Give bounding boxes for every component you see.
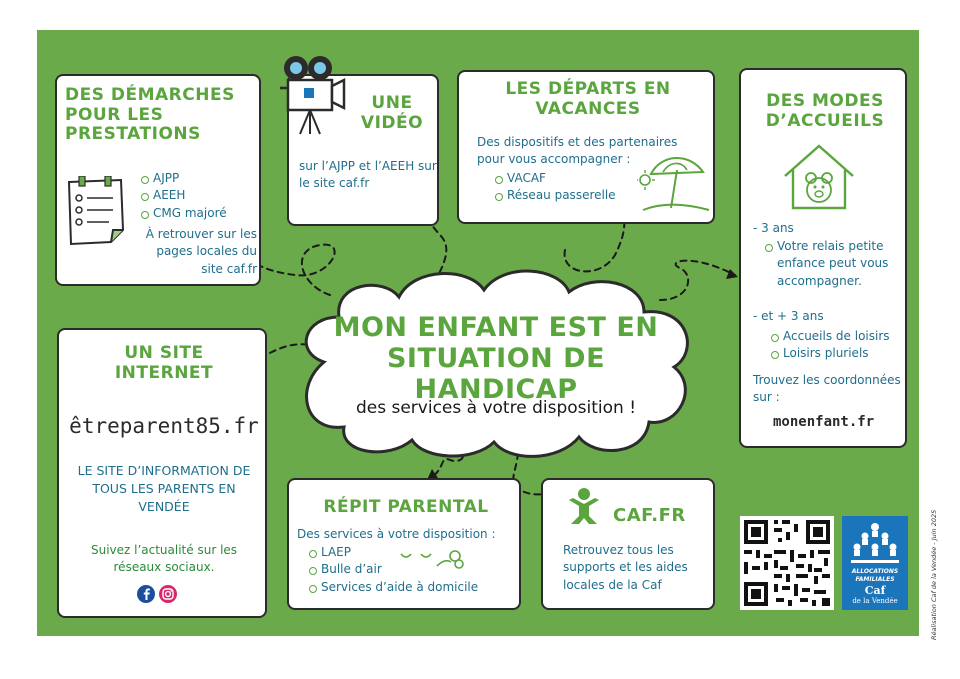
- demarches-note: À retrouver sur les pages locales du site caf.fr: [145, 227, 257, 276]
- family-logo-icon: [851, 522, 899, 566]
- caf-text: Retrouvez tous les supports et les aides locales de la Caf: [563, 543, 688, 592]
- caf-title: CAF.FR: [613, 505, 686, 526]
- accueils-group2-label: - et + 3 ans: [753, 309, 824, 323]
- relax-face-icon: [397, 544, 467, 574]
- accueils-find-text: Trouvez les coordonnées sur :: [753, 373, 901, 405]
- site-title: UN SITE INTERNET: [114, 343, 214, 383]
- vacances-list: [493, 170, 633, 205]
- checklist-icon: [65, 176, 131, 250]
- vacances-text: Des dispositifs et des partenaires pour vous accompagner :: [477, 135, 678, 167]
- list-item: Loisirs pluriels: [769, 345, 905, 362]
- list-item: Votre relais petite enfance peut vous accompagner.: [763, 238, 903, 290]
- site-social-text: Suivez l’actualité sur les réseaux sociaux.: [90, 543, 238, 575]
- list-item: AEEH: [139, 187, 257, 204]
- qr-code[interactable]: [740, 516, 834, 610]
- repit-text: Des services à votre disposition :: [297, 527, 496, 541]
- list-item: Bulle d’air: [307, 561, 517, 578]
- accueils-title: DES MODES D’ACCUEILS: [765, 91, 885, 131]
- card-repit: [287, 478, 521, 610]
- list-item: Réseau passerelle: [493, 187, 633, 204]
- etreparent-logo[interactable]: êtreparent85.fr: [69, 414, 259, 438]
- caf-logo: [842, 516, 908, 610]
- beach-umbrella-icon: [637, 150, 713, 216]
- instagram-icon[interactable]: [159, 585, 177, 603]
- caf-logo-line1: ALLOCATIONS: [851, 568, 899, 575]
- list-item: LAEP: [307, 544, 517, 561]
- center-subline: des services à votre disposition !: [355, 398, 637, 418]
- video-camera-icon: [276, 52, 346, 136]
- list-item: Accueils de loisirs: [769, 328, 905, 345]
- card-demarches: [55, 74, 261, 286]
- video-title: UNE VIDÉO: [360, 93, 424, 133]
- accueils-group1-list: [763, 238, 903, 290]
- demarches-title: DES DÉMARCHES POUR LES PRESTATIONS: [65, 85, 235, 145]
- caf-person-icon: [565, 486, 603, 526]
- card-vacances: [457, 70, 715, 224]
- card-site: [57, 328, 267, 618]
- list-item: VACAF: [493, 170, 633, 187]
- facebook-icon[interactable]: [137, 585, 155, 603]
- card-accueils: [739, 68, 907, 448]
- video-text: sur l’AJPP et l’AEEH sur le site caf.fr: [299, 159, 437, 191]
- accueils-group1-label: - 3 ans: [753, 221, 794, 235]
- social-icons: [137, 584, 179, 604]
- accueils-group2-list: [769, 328, 905, 363]
- house-bear-icon: [779, 142, 859, 212]
- vacances-title: LES DÉPARTS EN VACANCES: [505, 79, 671, 119]
- card-caf: [541, 478, 715, 610]
- site-description: LE SITE D’INFORMATION DE TOUS LES PARENTS EN VENDÉE: [77, 463, 251, 515]
- monenfant-logo[interactable]: monenfant.fr: [773, 414, 875, 430]
- credit-text: Réalisation Caf de la Vendée - Juin 2025: [930, 509, 938, 640]
- caf-logo-line2: FAMILIALES: [855, 576, 895, 583]
- caf-logo-line3: Caf: [864, 584, 886, 597]
- caf-logo-line4: de la Vendée: [852, 597, 898, 605]
- list-item: CMG majoré: [139, 205, 257, 222]
- list-item: Services d’aide à domicile: [307, 579, 517, 596]
- demarches-list: [139, 170, 257, 222]
- center-headline: MON ENFANT EST EN SITUATION DE HANDICAP: [333, 312, 659, 406]
- repit-title: RÉPIT PARENTAL: [323, 497, 489, 517]
- list-item: AJPP: [139, 170, 257, 187]
